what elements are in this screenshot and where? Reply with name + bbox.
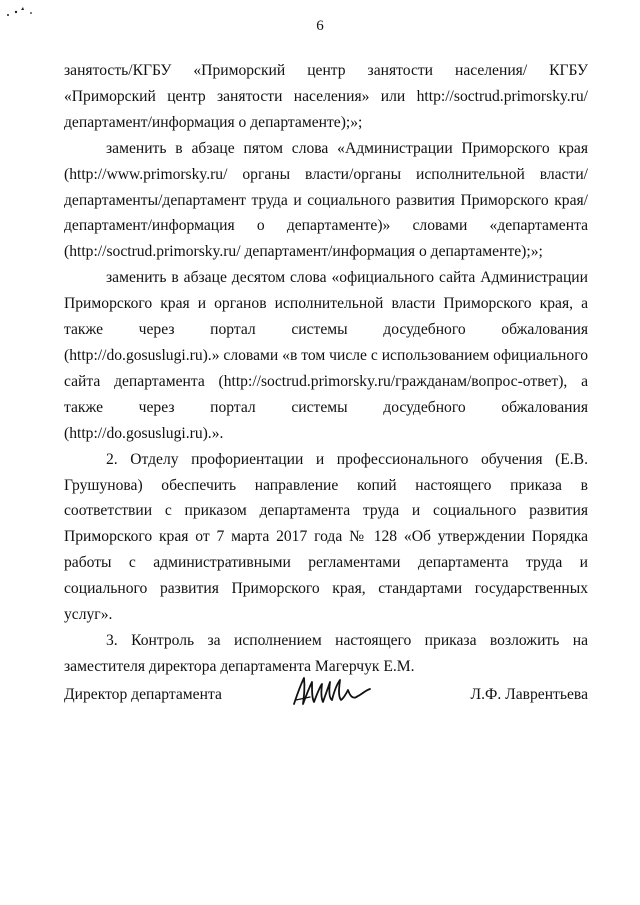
paragraph-amend-five: заменить в абзаце пятом слова «Администрации Приморского края (http://www.primorsky.ru/ органы власти/органы исполнительной власти/департаменты/департамент труда и социального развития Приморского края/департамент/информация о департаменте)» словами «департамента (http://soctrud.primorsky.ru/ департамент/информация о департаменте);»;	[64, 139, 588, 261]
signatory-title: Директор департамента	[64, 686, 222, 703]
paragraph-item-3: 3. Контроль за исполнением настоящего приказа возложить на заместителя директора департамента Магерчук Е.М.	[64, 631, 588, 675]
paragraph-item-2: 2. Отделу профориентации и профессионального обучения (Е.В. Грушунова) обеспечить направление копий настоящего приказа в соответствии с приказом департамента труда и социального развития Приморского края от 7 марта 2017 года № 128 «Об утверждении Порядка работы с административными регламентами департамента труда и социального развития Приморского края, стандартами государственных услуг».	[64, 450, 588, 624]
handwritten-signature	[290, 674, 374, 710]
signature-block	[64, 686, 588, 716]
signatory-name: Л.Ф. Лаврентьева	[470, 686, 588, 703]
paragraph-amend-ten: заменить в абзаце десятом слова «официального сайта Администрации Приморского края и органов исполнительной власти Приморского края, а также через портал системы досудебного обжалования (http://do.gosuslugi.ru).» словами «в том числе с использованием официального сайта департамента (http://soctrud.primorsky.ru/гражданам/вопрос-ответ), а также через портал системы досудебного обжалования (http://do.gosuslugi.ru).».	[64, 269, 588, 442]
document-body	[64, 58, 588, 680]
paragraph-continuation: занятость/КГБУ «Приморский центр занятости населения/ КГБУ «Приморский центр занятости населения» или http://soctrud.primorsky.ru/ департамент/информация о департаменте);»;	[64, 62, 588, 131]
page-number: 6	[316, 18, 324, 34]
